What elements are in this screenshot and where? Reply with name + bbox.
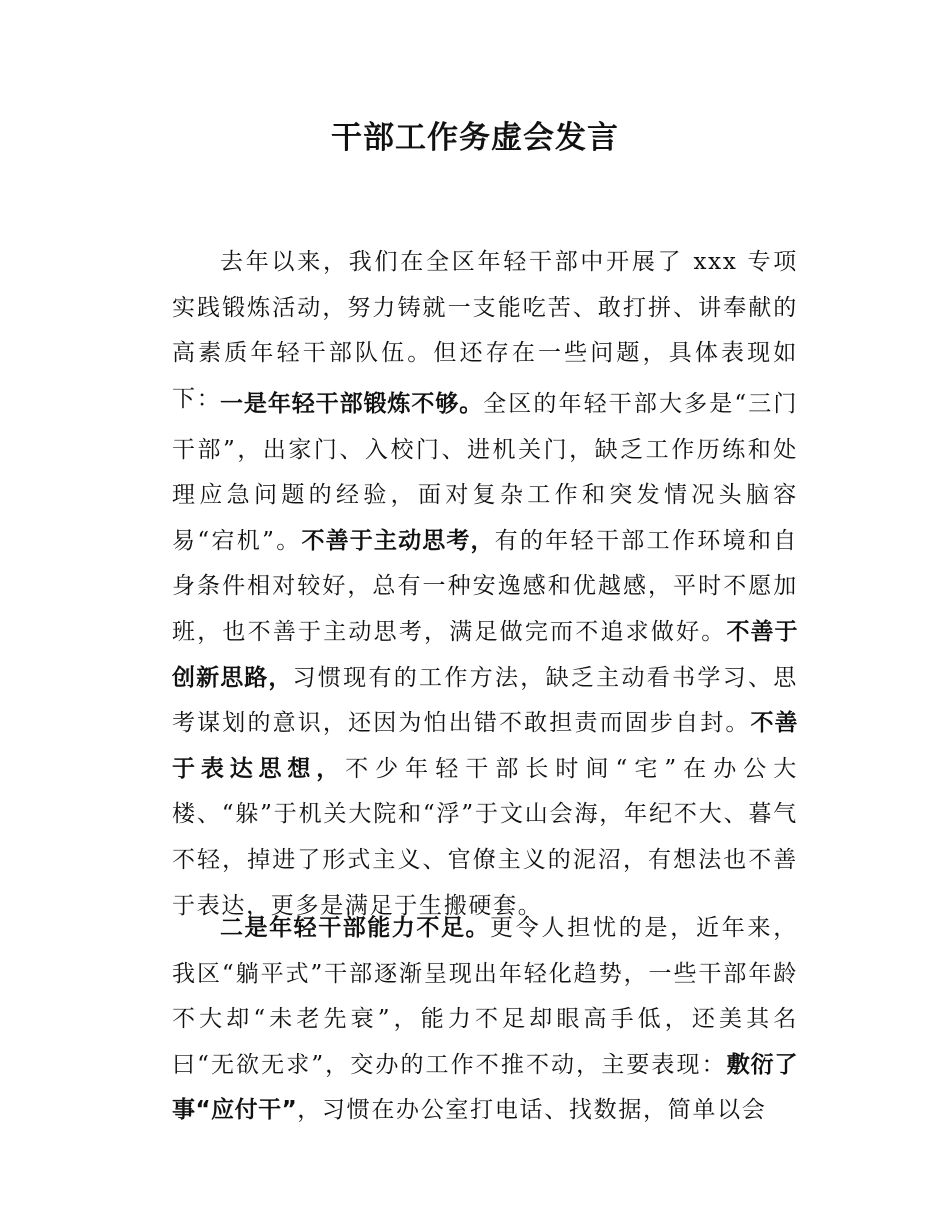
paragraph-3 bbox=[172, 906, 798, 1134]
paragraph-2-text: 有的年轻干部工作环境和自身条件相对较好，总有一种安逸感和优越感，平时不愿加班，也不善于主动思考，满足做完而不追求做好。 bbox=[172, 527, 799, 645]
paragraph-2-text: 习惯现有的工作方法，缺乏主动看书学习、思考谋划的意识，还因为怕出错不敢担责而固步自封。 bbox=[172, 664, 799, 737]
paragraph-3-point-perfunctory: 敷衍了事“应付干” bbox=[172, 1051, 798, 1124]
paragraph-2-text: 全区的年轻干部大多是“三门干部”，出家门、入校门、进机关门，缺乏工作历练和处理应急问题的经验，面对复杂工作和突发情况头脑容易“宕机”。 bbox=[172, 391, 799, 554]
paragraph-2 bbox=[172, 382, 798, 929]
paragraph-3-text: ，习惯在办公室打电话、找数据，简单以会 bbox=[297, 1097, 767, 1124]
paragraph-3-heading: 二是年轻干部能力不足。 bbox=[220, 915, 491, 941]
paragraph-2-heading: 一是年轻干部锻炼不够。 bbox=[220, 391, 484, 417]
paragraph-3-text: 更令人担忧的是，近年来，我区“躺平式”干部逐渐呈现出年轻化趋势，一些干部年龄不大却“未老先衰”，能力不足却眼高手低，还美其名曰“无欲无求”，交办的工作不推不动，主要表现： bbox=[172, 915, 798, 1078]
paragraph-2-point-expression: 不善于表达思想， bbox=[172, 710, 799, 782]
paragraph-2-text: 不少年轻干部长时间“宅”在办公大楼、“躲”于机关大院和“浮”于文山会海，年纪不大、暮气不轻，掉进了形式主义、官僚主义的泥沼，有想法也不善于表达，更多是满足于生搬硬套。 bbox=[172, 755, 799, 919]
paragraph-2-point-thinking: 不善于主动思考， bbox=[301, 527, 495, 554]
document-title: 干部工作务虚会发言 bbox=[331, 120, 619, 156]
paragraph-1-text: 去年以来，我们在全区年轻干部中开展了 xxx 专项实践锻炼活动，努力铸就一支能吃苦、敢打拼、讲奉献的高素质年轻干部队伍。但还存在一些问题，具体表现如下： bbox=[172, 249, 798, 412]
paragraph-2-point-innovation: 不善于创新思路， bbox=[172, 618, 799, 691]
